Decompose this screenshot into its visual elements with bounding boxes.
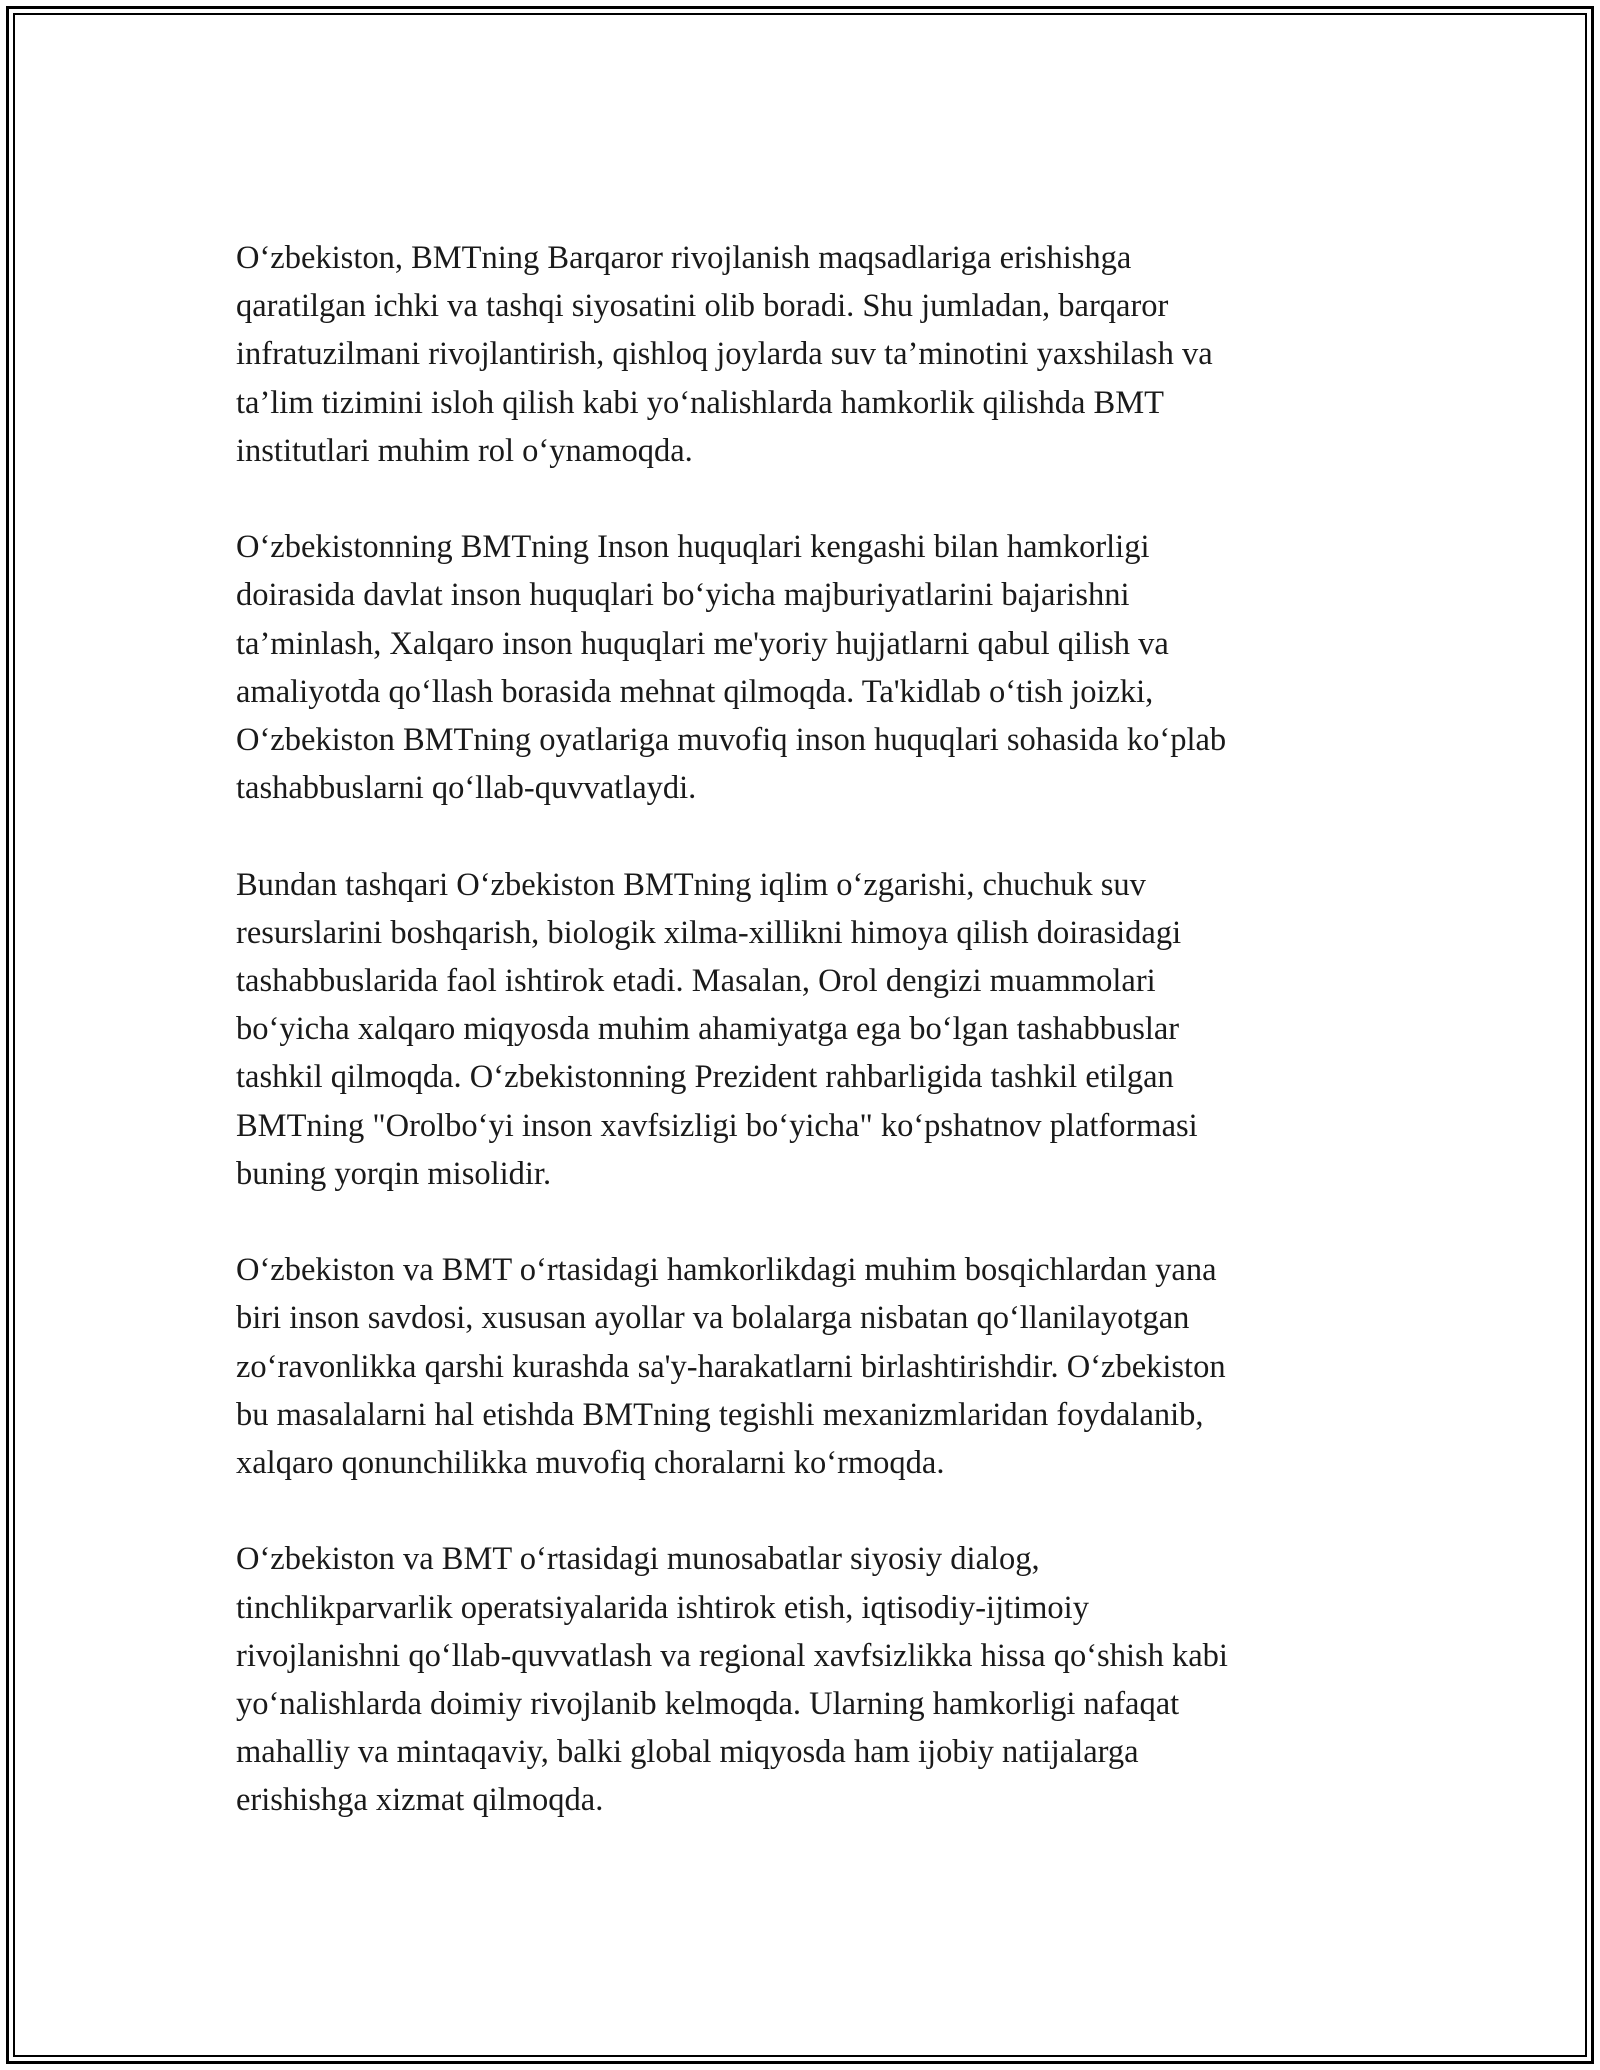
paragraph-5: O‘zbekiston va BMT o‘rtasidagi munosabatlar siyosiy dialog, tinchlikparvarlik operatsiyalarida ishtirok etish, iqtisodiy-ijtimoiy rivojlanishni qo‘llab-quvvatlash va regional xavfsizlikka hissa qo‘shish kabi yo‘nalishlarda doimiy rivojlanib kelmoqda. Ularning hamkorligi nafaqat mahalliy va mintaqaviy, balki global miqyosda ham ijobiy natijalarga erishishga xizmat qilmoqda. [236,1541,1228,1819]
document-body [236,234,1366,1873]
paragraph-3: Bundan tashqari O‘zbekiston BMTning iqlim o‘zgarishi, chuchuk suv resurslarini boshqarish, biologik xilma-xillikni himoya qilish doirasidagi tashabbuslarida faol ishtirok etadi. Masalan, Orol dengizi muammolari bo‘yicha xalqaro miqyosda muhim ahamiyatga ega bo‘lgan tashabbuslar tashkil qilmoqda. O‘zbekistonning Prezident rahbarligida tashkil etilgan BMTning "Orolbo‘yi inson xavfsizligi bo‘yicha" ko‘pshatnov platformasi buning yorqin misolidir. [236,866,1198,1192]
paragraph-2: O‘zbekistonning BMTning Inson huquqlari kengashi bilan hamkorligi doirasida davlat inson huquqlari bo‘yicha majburiyatlarini bajarishni ta’minlash, Xalqaro inson huquqlari me'yoriy hujjatlarni qabul qilish va amaliyotda qo‘llash borasida mehnat qilmoqda. Ta'kidlab o‘tish joizki, O‘zbekiston BMTning oyatlariga muvofiq inson huquqlari sohasida ko‘plab tashabbuslarni qo‘llab-quvvatlaydi. [236,529,1227,807]
paragraph-4: O‘zbekiston va BMT o‘rtasidagi hamkorlikdagi muhim bosqichlardan yana biri inson savdosi, xususan ayollar va bolalarga nisbatan qo‘llanilayotgan zo‘ravonlikka qarshi kurashda sa'y-harakatlarni birlashtirishdir. O‘zbekiston bu masalalarni hal etishda BMTning tegishli mexanizmlaridan foydalanib, xalqaro qonunchilikka muvofiq choralarni ko‘rmoqda. [236,1252,1226,1482]
paragraph-1: O‘zbekiston, BMTning Barqaror rivojlanish maqsadlariga erishishga qaratilgan ichki va tashqi siyosatini olib boradi. Shu jumladan, barqaror infratuzilmani rivojlantirish, qishloq joylarda suv ta’minotini yaxshilash va ta’lim tizimini isloh qilish kabi yo‘nalishlarda hamkorlik qilishda BMT institutlari muhim rol o‘ynamoqda. [236,240,1213,469]
